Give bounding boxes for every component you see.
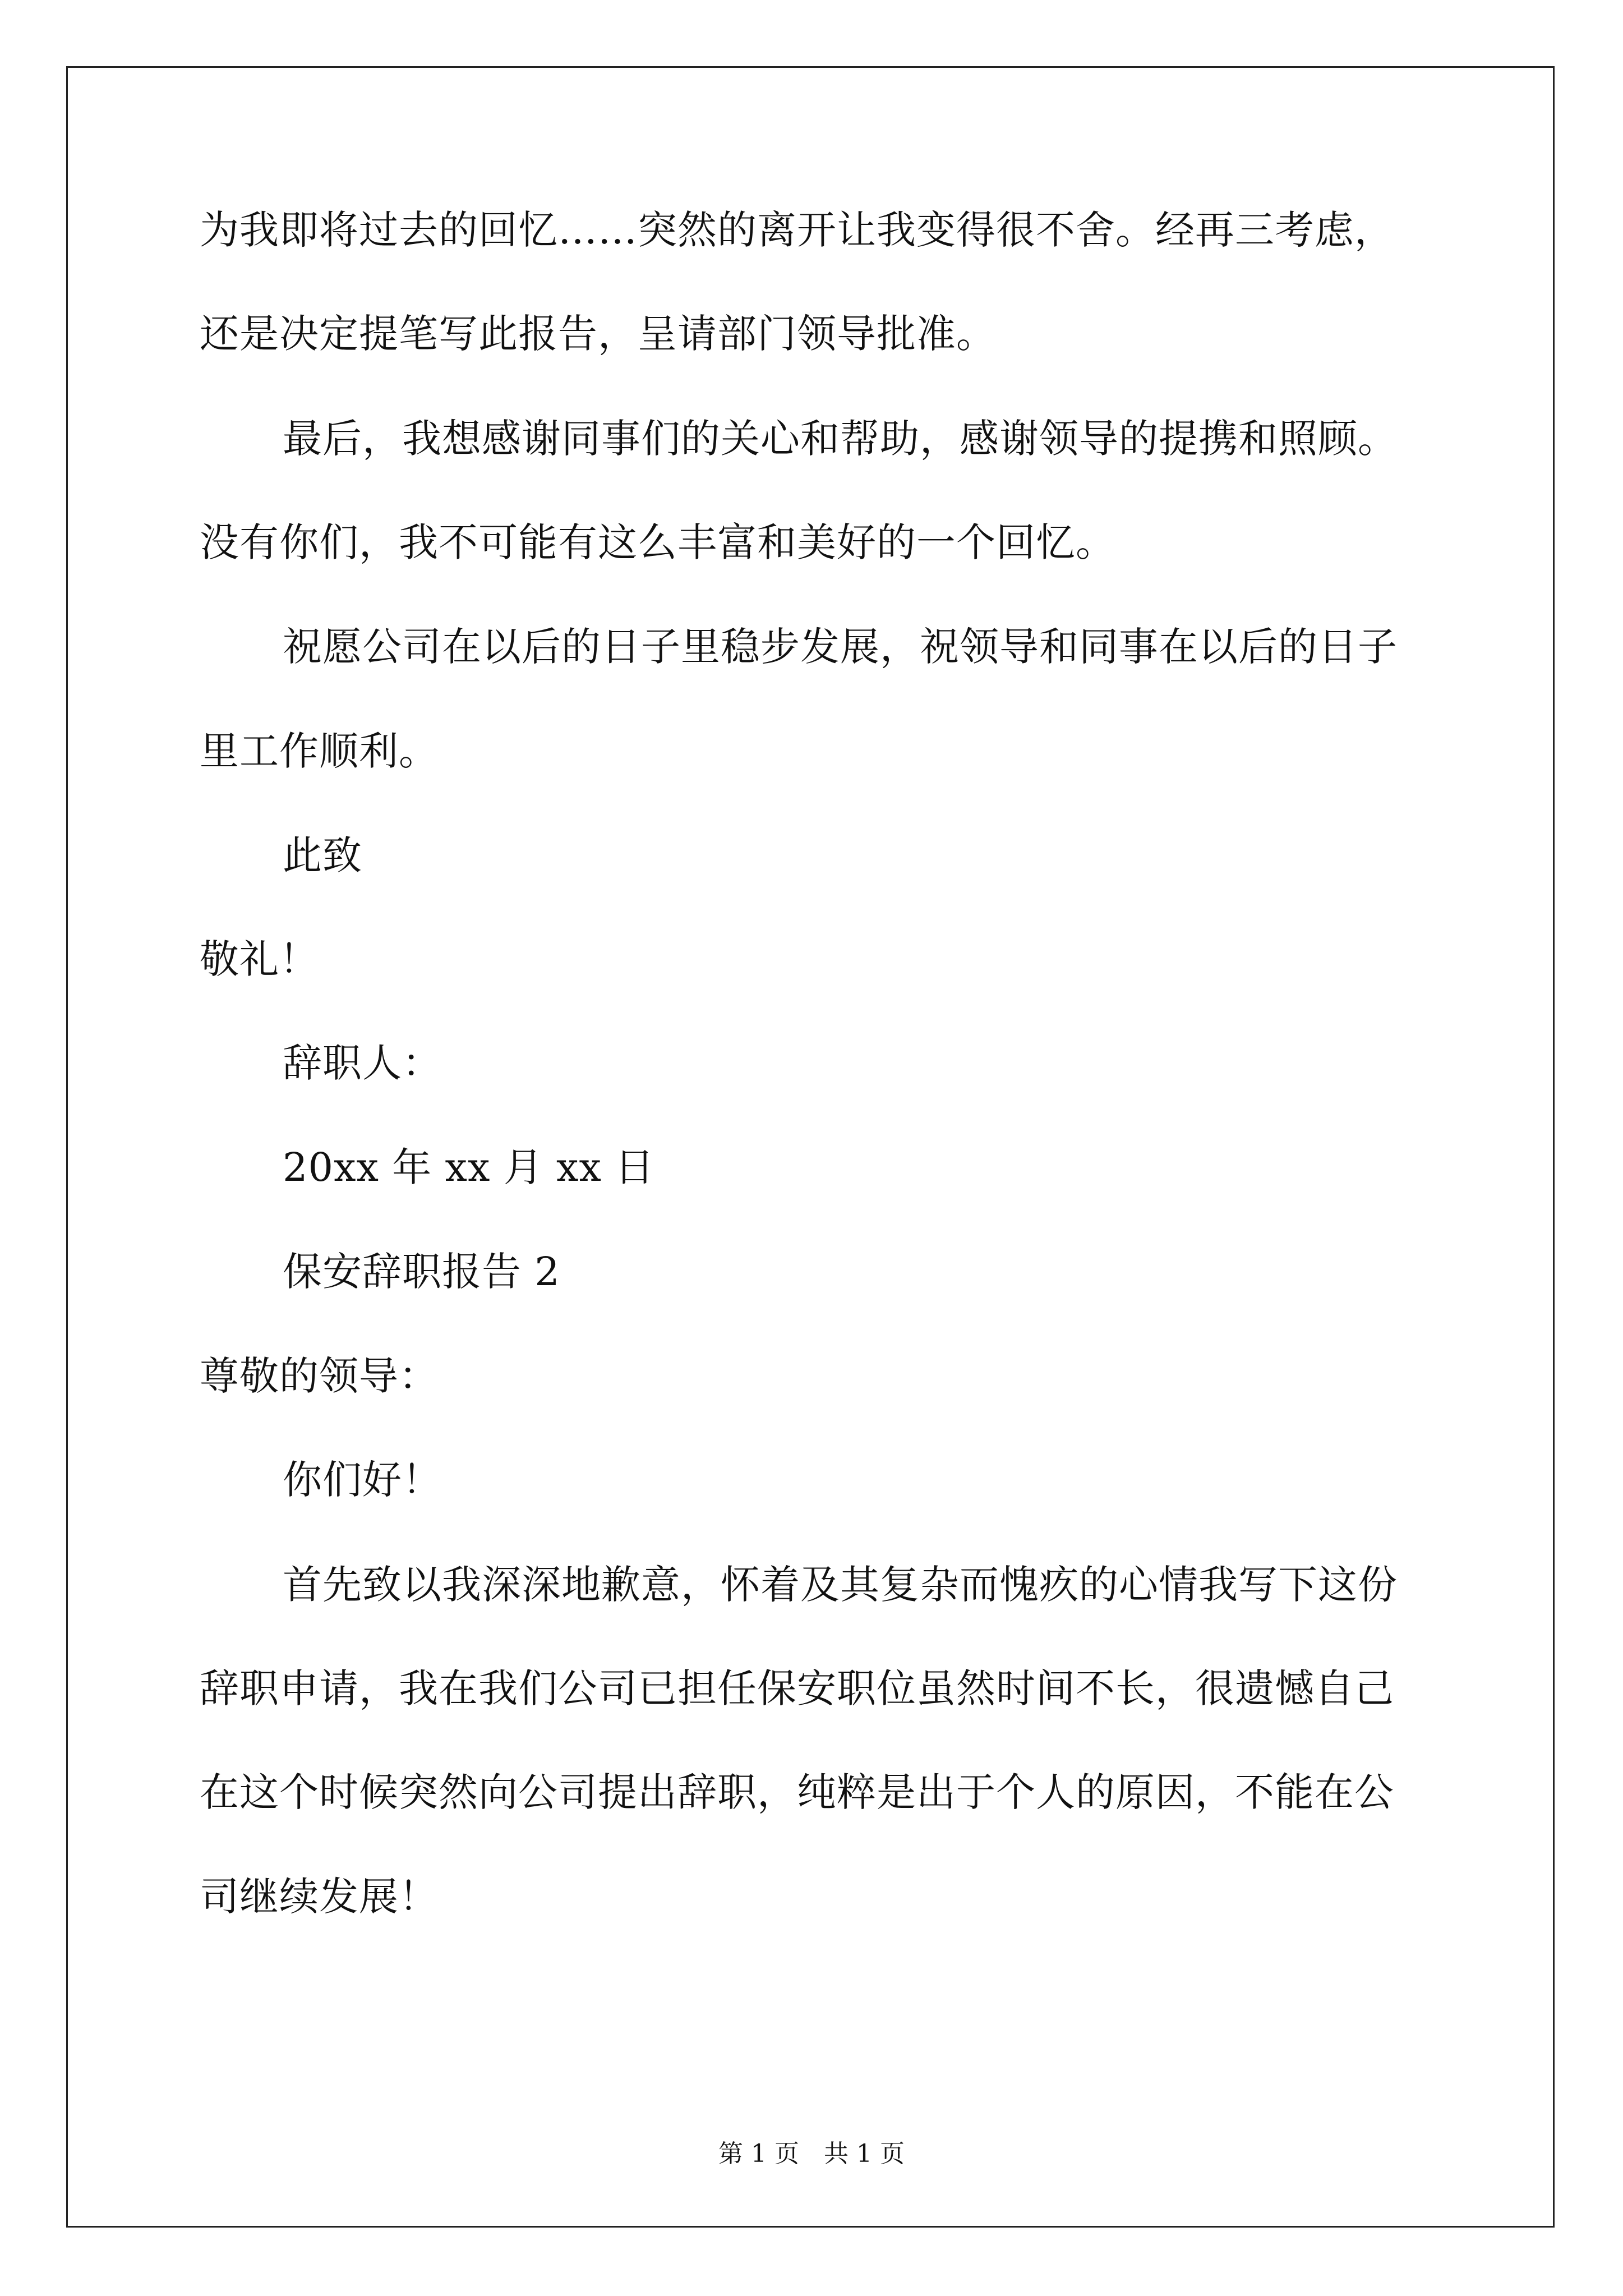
text-line: 里工作顺利。 <box>200 728 439 774</box>
salutation-line: 敬礼！ <box>200 936 319 982</box>
text-line: 司继续发展！ <box>200 1874 439 1920</box>
date-line: 20xx 年 xx 月 xx 日 <box>283 1144 655 1190</box>
text-line: 在这个时候突然向公司提出辞职，纯粹是出于个人的原因，不能在公 <box>200 1769 1394 1815</box>
greeting-line: 尊敬的领导： <box>200 1353 439 1399</box>
closing-line: 此致 <box>283 832 362 878</box>
paragraph-line: 祝愿公司在以后的日子里稳步发展，祝领导和同事在以后的日子 <box>283 624 1398 670</box>
greeting-line: 你们好！ <box>283 1457 442 1503</box>
text-line: 还是决定提笔写此报告，呈请部门领导批准。 <box>200 311 996 357</box>
text-line: 没有你们，我不可能有这么丰富和美好的一个回忆。 <box>200 519 1115 565</box>
paragraph-line: 首先致以我深深地歉意，怀着及其复杂而愧疚的心情我写下这份 <box>283 1562 1398 1608</box>
paragraph-line: 最后，我想感谢同事们的关心和帮助，感谢领导的提携和照顾。 <box>283 416 1398 462</box>
text-line: 辞职申请，我在我们公司已担任保安职位虽然时间不长，很遗憾自己 <box>200 1665 1394 1711</box>
signature-label: 辞职人： <box>283 1040 442 1086</box>
text-line: 为我即将过去的回忆……突然的离开让我变得很不舍。经再三考虑， <box>200 207 1394 253</box>
section-title: 保安辞职报告 2 <box>283 1249 560 1295</box>
page-footer: 第 1 页 共 1 页 <box>718 2139 905 2168</box>
